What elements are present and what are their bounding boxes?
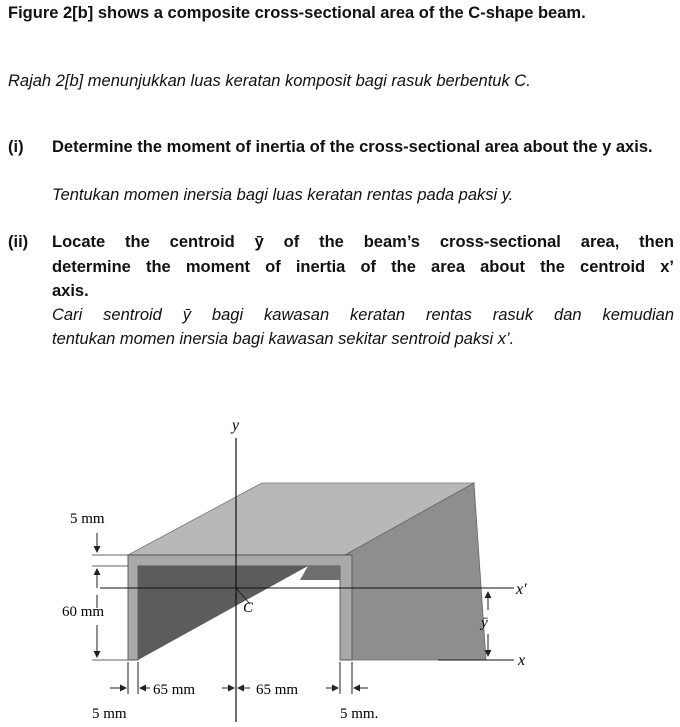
ybar-label: ȳ xyxy=(481,615,488,631)
dim-height-label: 60 mm xyxy=(62,604,105,620)
question-number-ii: (ii) xyxy=(8,233,29,251)
question-ii-malay-line1: Cari sentroid ȳ bagi kawasan keratan rentas rasuk dan kemudian xyxy=(52,306,674,324)
centroid-label: C xyxy=(243,600,254,616)
flange-underside xyxy=(300,566,340,580)
question-ii-line2: determine the moment of inertia of the area about the centroid x’ xyxy=(52,258,674,276)
question-number-i: (i) xyxy=(8,138,24,156)
question-i-text: Determine the moment of inertia of the cross-sectional area about the y axis. xyxy=(52,138,653,156)
intro-text: Figure 2[b] shows a composite cross-sectional area of the C-shape beam. xyxy=(8,4,586,22)
x-axis-label: x xyxy=(518,652,526,669)
dim-left-half-label: 65 mm xyxy=(153,682,196,698)
dim-right-web-label: 5 mm. xyxy=(340,706,379,722)
question-ii-line1: Locate the centroid ȳ of the beam’s cross-sectional area, then xyxy=(52,233,674,251)
x-prime-axis-label: x′ xyxy=(516,581,527,598)
dim-top-thickness-label: 5 mm xyxy=(70,511,105,527)
dim-left-web-label: 5 mm xyxy=(92,706,127,722)
intro-text-malay: Rajah 2[b] menunjukkan luas keratan komposit bagi rasuk berbentuk C. xyxy=(8,72,531,90)
dim-right-half-label: 65 mm xyxy=(256,682,299,698)
y-axis-label: y xyxy=(232,417,240,434)
web-left-inner-face xyxy=(138,566,308,660)
question-ii-malay-line2: tentukan momen inersia bagi kawasan sekitar sentroid paksi x’. xyxy=(52,330,515,348)
question-ii-line3: axis. xyxy=(52,282,89,300)
question-i-text-malay: Tentukan momen inersia bagi luas keratan rentas pada paksi y. xyxy=(52,186,514,204)
